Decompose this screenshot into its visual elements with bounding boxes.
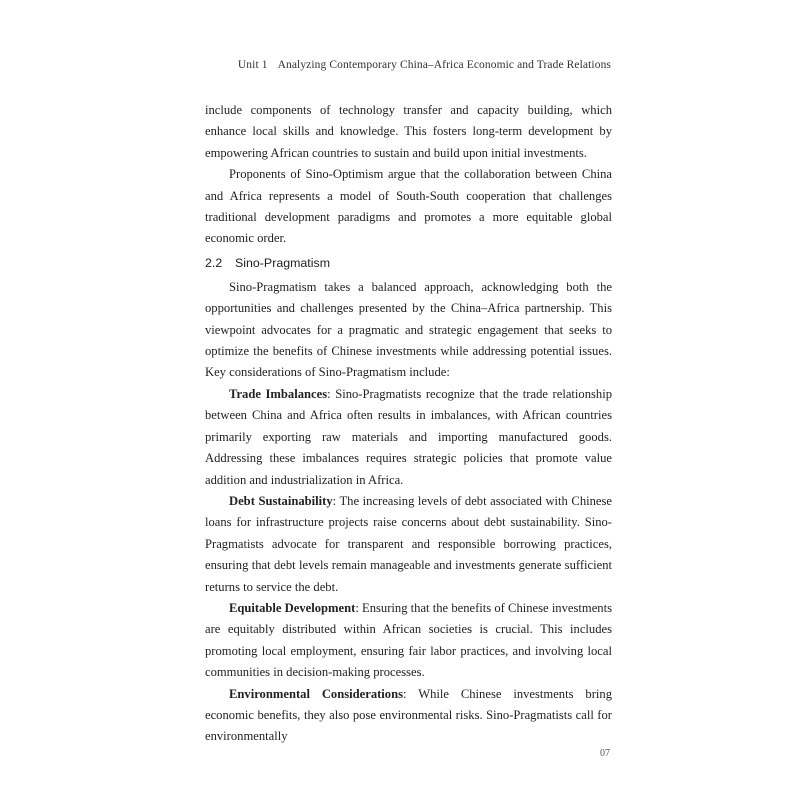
item-term: Debt Sustainability xyxy=(229,493,333,508)
section-number: 2.2 xyxy=(205,255,223,270)
list-item xyxy=(205,384,612,491)
item-text: : Sino-Pragmatists recognize that the trade relationship between China and Africa often results in imbalances, with African countries primarily exporting raw materials and importing manufactured goods. Addressing these imbalances requires strategic policies that promote value addition and industrialization in Africa. xyxy=(205,386,612,487)
item-text: : While Chinese investments bring economic benefits, they also pose environmental risks. Sino-Pragmatists call for environmentally xyxy=(205,686,612,744)
paragraph-sino-optimism: Proponents of Sino-Optimism argue that the collaboration between China and Africa represents a model of South-South cooperation that challenges traditional development paradigms and promotes a more equitable global economic order. xyxy=(205,167,612,246)
paragraph-sino-pragmatism-intro: Sino-Pragmatism takes a balanced approach, acknowledging both the opportunities and challenges presented by the China–Africa partnership. This viewpoint advocates for a pragmatic and strategic engagement that seeks to optimize the benefits of Chinese investments while addressing potential issues. Key considerations of Sino-Pragmatism include: xyxy=(205,279,612,380)
item-text: : Ensuring that the benefits of Chinese investments are equitably distributed within African societies is crucial. This includes promoting local employment, ensuring fair labor practices, and involving local communities in decision-making processes. xyxy=(205,600,612,680)
item-term: Equitable Development xyxy=(229,600,356,615)
list-item xyxy=(205,491,612,598)
running-header xyxy=(238,59,611,71)
paragraph-continuation: include components of technology transfer and capacity building, which enhance local skills and knowledge. This fosters long-term development by empowering African countries to sustain and build upon initial investments. xyxy=(205,103,612,160)
header-unit: Unit 1 xyxy=(237,59,268,71)
list-item xyxy=(205,598,612,684)
item-term: Environmental Considerations xyxy=(229,686,404,701)
item-text: : The increasing levels of debt associated with Chinese loans for infrastructure projects raise concerns about debt sustainability. Sino-Pragmatists advocate for transparent and responsible borrowing practices, ensuring that debt levels remain manageable and investments generate sufficient returns to service the debt. xyxy=(205,493,612,594)
list-item xyxy=(205,684,612,748)
page-number: 07 xyxy=(600,748,610,759)
body-text xyxy=(205,100,612,748)
item-term: Trade Imbalances xyxy=(229,386,328,401)
section-title: Sino-Pragmatism xyxy=(235,255,331,270)
header-title: Analyzing Contemporary China–Africa Economic and Trade Relations xyxy=(277,59,611,71)
section-heading xyxy=(205,250,612,277)
